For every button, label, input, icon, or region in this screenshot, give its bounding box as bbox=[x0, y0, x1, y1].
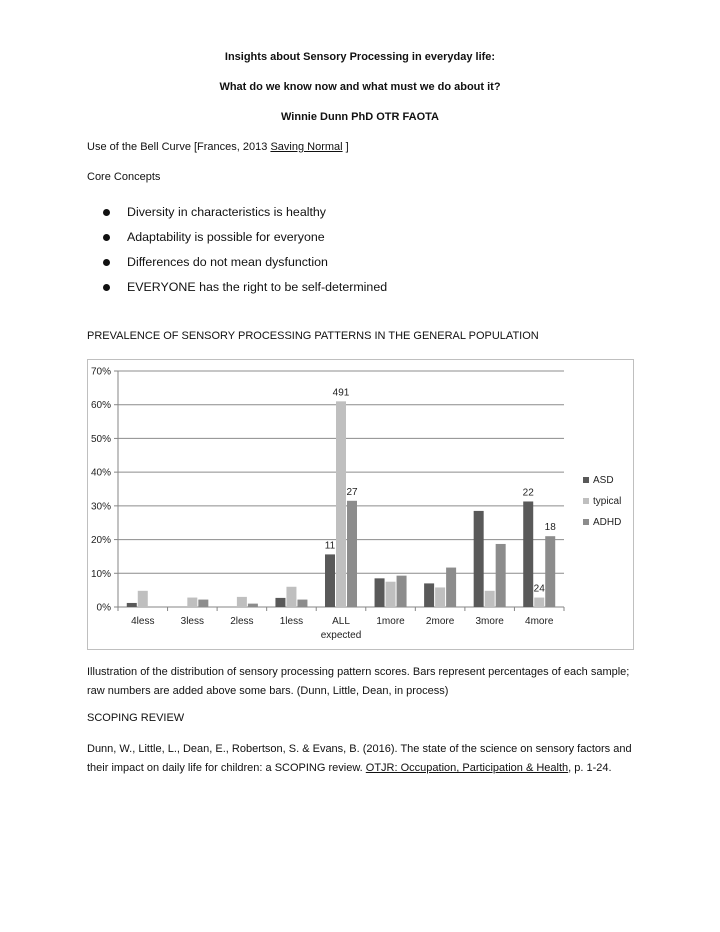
bell-curve-book: Saving Normal bbox=[270, 141, 343, 153]
legend-swatch bbox=[583, 498, 589, 504]
list-item: Differences do not mean dysfunction bbox=[100, 250, 387, 275]
bar-typical bbox=[386, 582, 396, 607]
x-tick-label: 2more bbox=[425, 616, 455, 627]
bar-adhd bbox=[496, 544, 506, 607]
legend-label: ASD bbox=[593, 475, 614, 486]
data-label: 18 bbox=[544, 522, 556, 534]
x-tick-label: expected bbox=[320, 630, 362, 641]
y-tick-label: 50% bbox=[90, 433, 111, 445]
bar-asd bbox=[375, 578, 385, 607]
chart-canvas bbox=[88, 360, 633, 649]
bullet-icon bbox=[103, 284, 110, 291]
y-tick-label: 60% bbox=[90, 400, 111, 412]
legend-swatch bbox=[583, 477, 589, 483]
chart-caption: Illustration of the distribution of sensory processing pattern scores. Bars represent percentages of each sample; raw numbers are added above some bars. (Dunn, Little, Dean, in process) bbox=[87, 666, 630, 697]
y-tick-label: 40% bbox=[90, 467, 111, 479]
data-label: 11 bbox=[324, 540, 336, 552]
bell-curve-line bbox=[87, 141, 349, 153]
bullet-icon bbox=[103, 234, 110, 241]
bell-curve-suffix: ] bbox=[342, 141, 349, 153]
x-tick-label: 3less bbox=[180, 616, 205, 627]
bell-curve-prefix: Use of the Bell Curve [Frances, 2013 bbox=[87, 141, 271, 153]
bar-typical bbox=[237, 597, 247, 607]
bar-adhd bbox=[198, 600, 208, 607]
y-tick-label: 70% bbox=[90, 366, 111, 378]
data-label: 491 bbox=[332, 387, 350, 399]
document-author: Winnie Dunn PhD OTR FAOTA bbox=[281, 111, 439, 123]
x-tick-label: 4more bbox=[525, 616, 554, 627]
list-item: Adaptability is possible for everyone bbox=[100, 225, 387, 250]
bar-typical bbox=[187, 598, 197, 607]
y-tick-label: 10% bbox=[90, 568, 111, 580]
legend-label: typical bbox=[593, 496, 622, 507]
data-label: 22 bbox=[522, 487, 534, 499]
bar-asd bbox=[275, 598, 285, 607]
bar-typical bbox=[435, 587, 445, 607]
bar-typical bbox=[138, 591, 148, 607]
data-label: 27 bbox=[346, 486, 358, 498]
bar-asd bbox=[474, 511, 484, 607]
bar-typical bbox=[286, 587, 296, 607]
citation-pages: , p. 1-24. bbox=[568, 762, 612, 774]
core-concepts-list bbox=[100, 200, 387, 300]
bar-adhd bbox=[397, 576, 407, 607]
y-tick-label: 20% bbox=[90, 535, 111, 547]
bar-asd bbox=[523, 501, 533, 607]
x-tick-label: 1more bbox=[376, 616, 405, 627]
bar-typical bbox=[485, 591, 495, 607]
bar-adhd bbox=[347, 501, 357, 607]
x-tick-label: 4less bbox=[131, 616, 155, 627]
x-tick-label: 1less bbox=[279, 616, 304, 627]
bar-adhd bbox=[248, 604, 258, 607]
bar-adhd bbox=[297, 600, 307, 607]
y-tick-label: 30% bbox=[90, 501, 111, 513]
bar-typical bbox=[534, 598, 544, 607]
data-label: 24 bbox=[533, 583, 545, 595]
citation-text: Dunn, W., Little, L., Dean, E., Robertson, S. & Evans, B. (2016). The state of the science on sensory factors and their impact on daily life for children: a SCOPING review. bbox=[87, 743, 632, 774]
bullet-icon bbox=[103, 209, 110, 216]
bar-adhd bbox=[545, 536, 555, 607]
legend-label: ADHD bbox=[593, 517, 622, 528]
core-concepts-heading: Core Concepts bbox=[87, 171, 161, 183]
document-title: Insights about Sensory Processing in everyday life: bbox=[224, 51, 496, 63]
list-item: Diversity in characteristics is healthy bbox=[100, 200, 387, 225]
bar-asd bbox=[325, 554, 335, 607]
journal-name: OTJR: Occupation, Participation & Health bbox=[365, 762, 569, 774]
list-item: EVERYONE has the right to be self-determined bbox=[100, 275, 387, 300]
x-tick-label: 2less bbox=[230, 616, 254, 627]
y-tick-label: 0% bbox=[96, 602, 111, 614]
document-subtitle: What do we know now and what must we do about it? bbox=[219, 81, 501, 93]
scoping-citation bbox=[87, 740, 642, 778]
legend-swatch bbox=[583, 519, 589, 525]
bar-asd bbox=[127, 603, 137, 607]
bar-typical bbox=[336, 401, 346, 607]
x-tick-label: ALL bbox=[332, 616, 350, 627]
bullet-icon bbox=[103, 259, 110, 266]
bar-adhd bbox=[446, 568, 456, 607]
x-tick-label: 3more bbox=[475, 616, 504, 627]
prevalence-chart bbox=[87, 359, 634, 650]
bar-asd bbox=[424, 583, 434, 607]
prevalence-heading: PREVALENCE OF SENSORY PROCESSING PATTERNS IN THE GENERAL POPULATION bbox=[87, 330, 539, 342]
scoping-heading: SCOPING REVIEW bbox=[87, 712, 185, 724]
